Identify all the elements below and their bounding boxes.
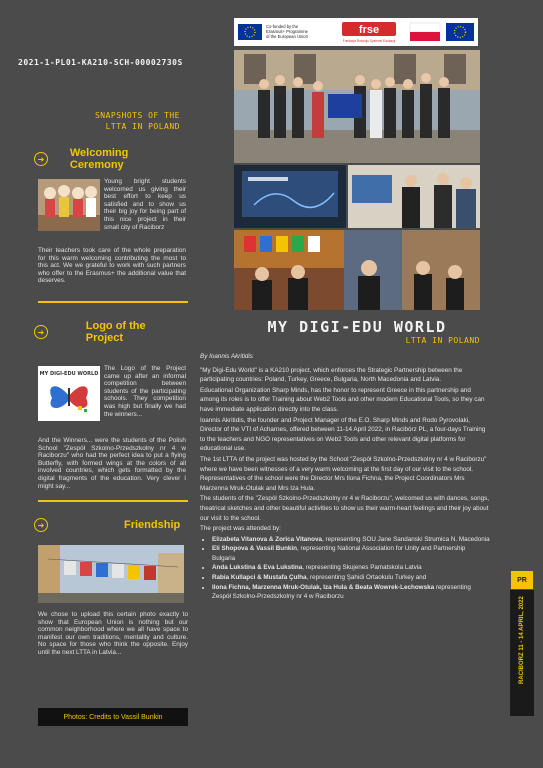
article-author: By Ioannis Akritidis xyxy=(200,353,253,360)
pr-badge: PR xyxy=(511,571,533,589)
main-title: MY DIGI-EDU WORLD xyxy=(267,318,447,336)
participants-photo xyxy=(234,230,480,310)
logo-header xyxy=(34,320,184,344)
arrow-right-icon: ➜ xyxy=(34,518,48,532)
list-item: • Ilona Fichna, Marzenna Mruk-Otulak, Iza Hula & Beata Wowrek-Lechowska representing Zespół Szkolno-Przedszkolny nr 4 w Raciborzu xyxy=(212,583,490,602)
list-item: • Anda Lukstina & Eva Lukstina, representing Skujenes Pamatskola Latvia xyxy=(212,563,490,573)
logo-text-right: The Logo of the Project came up after an informal competition between students of the participating schools. They competition was high but finally we had the winners... xyxy=(104,365,186,418)
snapshots-heading xyxy=(60,110,180,132)
svg-text:Erasmus+ Programme: Erasmus+ Programme xyxy=(266,29,309,34)
training-photo xyxy=(348,165,480,228)
svg-text:frse: frse xyxy=(358,24,380,36)
friendship-photo xyxy=(38,545,184,603)
snapshots-line1: SNAPSHOTS OF THE xyxy=(94,111,180,120)
poland-flag-icon xyxy=(410,23,440,32)
article-paragraph: "My Digi-Edu World" is a KA210 project, which enforces the Strategic Partnership between the participating countries: Poland, Turkey, Greece, Bulgaria, North Macedonia and Latvia. xyxy=(200,366,463,384)
list-item: • Eli Shopova & Vassil Bunkin, representing National Association for Unity and Partnership Bulgaria xyxy=(212,544,490,563)
eu-flag-icon xyxy=(446,23,474,41)
article-paragraph: Ioannis Akritidis, the founder and Project Manager of the E.O. Sharp Minds and Rodo Pyrovolaki, Director of the VTI of Acharnes, offered between 11-14 April 2022, in Racibórz PL, a four-days Training to the teachers and NGO representatives on Web2 Tools and other relevant digital platforms for educational use. xyxy=(200,416,486,453)
logo-wordmark: MY DIGI-EDU WORLD xyxy=(39,371,99,377)
project-logo-image xyxy=(38,366,100,421)
attendees-list xyxy=(200,535,490,602)
logo-title: Logo of the Project xyxy=(85,320,146,344)
welcoming-title: Welcoming Ceremony xyxy=(69,147,129,171)
funding-logos-banner xyxy=(234,18,478,46)
welcoming-header xyxy=(34,147,184,171)
presentation-photo xyxy=(234,165,346,228)
logo-text-bottom: And the Winners... were the students of the Polish School "Zespół Szkolno-Przedszkolny nr 4 w Raciborzu" who had the perfect idea to put a flying Butterfly, with formed wings at the colors of all involved countries, which gets formatted by the digital fragments of the education. Very clever I might say... xyxy=(38,437,186,490)
arrow-right-icon: ➜ xyxy=(34,152,48,166)
svg-text:Fundacja Rozwoju Systemu Eduka: Fundacja Rozwoju Systemu Edukacji xyxy=(342,39,396,43)
project-code: 2021-1-PL01-KA210-SCH-00002730S xyxy=(18,58,183,67)
photo-credits-caption: Photos: Credits to Vassil Bunkin xyxy=(38,708,188,726)
side-date-label: RACIBORZ 11 - 14 APRIL, 2022 xyxy=(519,596,525,684)
group-photo xyxy=(234,50,480,163)
article-body xyxy=(200,352,490,602)
svg-text:of the European Union: of the European Union xyxy=(266,34,308,39)
snapshots-line2: LTTA IN POLAND xyxy=(105,122,180,131)
list-item: • Rabia Kullapci & Mustafa Çulha, representing Şahidi Ortaokulu Turkey and xyxy=(212,573,490,583)
welcoming-text-bottom: Their teachers took care of the whole preparation for this warm welcoming contributing the most to this act. We we grateful to work with such partners who offer to the Erasmus+ the additional value that deserves. xyxy=(38,247,186,285)
article-paragraph: The project was attended by: xyxy=(200,525,281,533)
arrow-right-icon: ➜ xyxy=(34,325,48,339)
list-item: • Elizabeta Vitanova & Zorica Vitanova, representing SOU Jane Sandanski Strumica N. Macedonia xyxy=(212,535,490,545)
svg-text:Co-funded by the: Co-funded by the xyxy=(266,24,299,29)
article-paragraph: The 1st LTTA of the project was hosted by the School "Zespół Szkolno-Przedszkolny nr 4 w Raciborzu" where we have been witnesses of a very warm welcoming at the first day of our visit to the school. Representatives of the school were the Director Mrs Ilona Fichna, the Project Coordinators Mrs Marzenna Mruk-Otulak and Mrs Iza Hula. xyxy=(200,455,487,492)
friendship-header xyxy=(34,516,184,534)
section-divider xyxy=(38,301,188,303)
friendship-title: Friendship xyxy=(124,519,181,531)
eu-flag-icon xyxy=(328,94,362,118)
friendship-text: We chose to upload this certain photo exactly to show that European Union is nothing but our common neighborhood where we all have space to manifest our own traditions, mentality and culture. No space for those who think the opposite. Enjoy until the next LTTA in Latvia... xyxy=(38,611,188,656)
welcoming-photo xyxy=(38,179,100,231)
article-paragraph: The students of the "Zespół Szkolno-Przedszkolny nr 4 w Raciborzu", welcomed us with dances, songs, theatrical sketches and other beautiful activities to show us their warm-heart feelings and their joy about our visit to the school. xyxy=(200,495,490,522)
main-subtitle: LTTA IN POLAND xyxy=(405,336,480,345)
article-paragraph: Educational Organization Sharp Minds, has the honor to represent Greece in this partnership and among its roles is to offer Training about Web2 Tools and other modern Educational Tools, so they can have immediate application directly into the class. xyxy=(200,386,485,413)
section-divider xyxy=(38,500,188,502)
eu-flag-icon xyxy=(238,24,262,40)
welcoming-text-right: Young bright students welcomed us giving their best effort to keep us satisfied and to show us their big joy for being part of this nice project in their small city of Raciborz xyxy=(104,178,186,231)
